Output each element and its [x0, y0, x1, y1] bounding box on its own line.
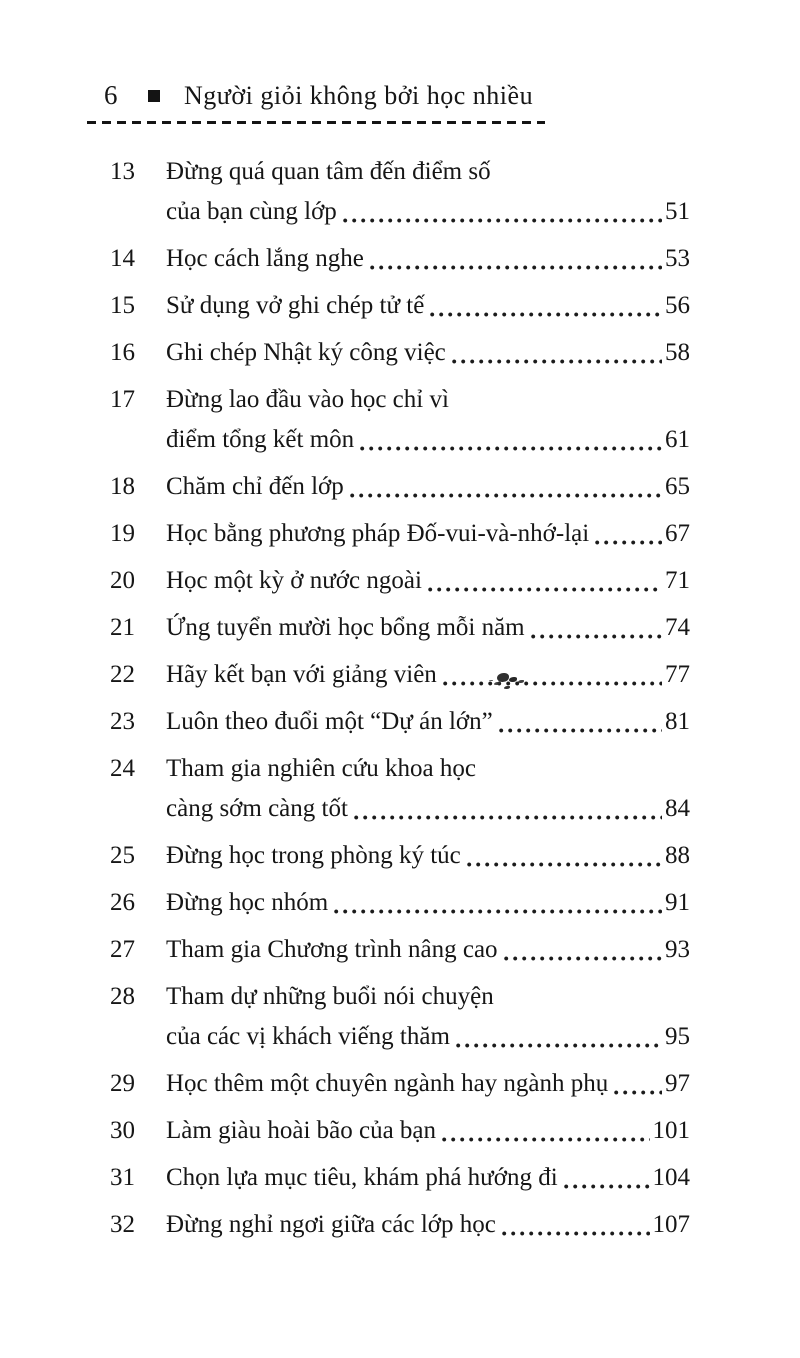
chapter-number: 17 [110, 386, 135, 413]
dot-leader [467, 862, 662, 867]
toc-row [110, 608, 690, 648]
toc-entry [110, 655, 690, 695]
chapter-page-number: 71 [665, 567, 690, 594]
toc-entry [110, 930, 690, 970]
dot-leader [614, 1090, 662, 1095]
chapter-title: Tham dự những buổi nói chuyện [166, 983, 494, 1010]
chapter-number: 28 [110, 983, 135, 1010]
toc-entry [110, 1158, 690, 1198]
toc-row [110, 239, 690, 279]
toc-entry [110, 514, 690, 554]
toc-row [110, 514, 690, 554]
chapter-page-number: 97 [665, 1070, 690, 1097]
chapter-title: Hãy kết bạn với giảng viên [166, 661, 437, 688]
dot-leader [504, 956, 662, 961]
chapter-page-number: 77 [665, 661, 690, 688]
toc-row [110, 1064, 690, 1104]
toc-row [110, 1205, 690, 1245]
toc-entry [110, 1111, 690, 1151]
toc-entry [110, 977, 690, 1057]
chapter-page-number: 84 [665, 795, 690, 822]
toc-row [110, 152, 690, 192]
running-title: Người giỏi không bởi học nhiều [184, 81, 534, 110]
dot-leader [531, 634, 662, 639]
chapter-title: Học cách lắng nghe [166, 245, 364, 272]
dot-leader [456, 1043, 662, 1048]
dot-leader [452, 359, 662, 364]
chapter-title: Học bằng phương pháp Đố-vui-và-nhớ-lại [166, 520, 590, 547]
chapter-number: 29 [110, 1070, 135, 1097]
page-header [0, 80, 800, 124]
chapter-title: Tham gia Chương trình nâng cao [166, 936, 498, 963]
chapter-page-number: 101 [652, 1117, 690, 1144]
chapter-title: Đừng quá quan tâm đến điểm số [166, 158, 491, 185]
chapter-number: 23 [110, 708, 135, 735]
chapter-number: 18 [110, 473, 135, 500]
chapter-number: 20 [110, 567, 135, 594]
toc-row [110, 789, 690, 829]
toc-entry [110, 836, 690, 876]
chapter-number: 15 [110, 292, 135, 319]
toc-row [110, 561, 690, 601]
toc-entry [110, 333, 690, 373]
chapter-title: Làm giàu hoài bão của bạn [166, 1117, 437, 1144]
chapter-number: 22 [110, 661, 135, 688]
dot-leader [499, 728, 662, 733]
dot-leader [343, 218, 662, 223]
chapter-number: 26 [110, 889, 135, 916]
chapter-number: 31 [110, 1164, 135, 1191]
toc-entry [110, 883, 690, 923]
toc-row [110, 836, 690, 876]
toc-row [110, 930, 690, 970]
chapter-title: càng sớm càng tốt [166, 795, 348, 822]
running-header-line [0, 80, 800, 111]
chapter-title: Học một kỳ ở nước ngoài [166, 567, 422, 594]
chapter-title: của các vị khách viếng thăm [166, 1023, 450, 1050]
chapter-page-number: 53 [665, 245, 690, 272]
chapter-page-number: 51 [665, 198, 690, 225]
chapter-title: Tham gia nghiên cứu khoa học [166, 755, 476, 782]
chapter-page-number: 74 [665, 614, 690, 641]
chapter-title: Đừng học nhóm [166, 889, 329, 916]
chapter-title: Ghi chép Nhật ký công việc [166, 339, 446, 366]
chapter-number: 14 [110, 245, 135, 272]
chapter-number: 30 [110, 1117, 135, 1144]
toc-row [110, 192, 690, 232]
toc-row [110, 1111, 690, 1151]
dot-leader [428, 587, 662, 592]
toc-row [110, 1158, 690, 1198]
toc-row [110, 1017, 690, 1057]
chapter-number: 25 [110, 842, 135, 869]
toc-entry [110, 239, 690, 279]
toc-row [110, 380, 690, 420]
chapter-number: 13 [110, 158, 135, 185]
dot-leader [443, 681, 662, 686]
folio-page-number: 6 [104, 80, 118, 110]
dot-leader [502, 1231, 650, 1236]
chapter-title: Học thêm một chuyên ngành hay ngành phụ [166, 1070, 609, 1097]
dot-leader [442, 1137, 649, 1142]
toc-entry [110, 608, 690, 648]
toc-entry [110, 1064, 690, 1104]
chapter-title: Đừng lao đầu vào học chỉ vì [166, 386, 449, 413]
chapter-title: điểm tổng kết môn [166, 426, 355, 453]
chapter-title: Chăm chỉ đến lớp [166, 473, 344, 500]
dot-leader [595, 540, 662, 545]
dot-leader [564, 1184, 650, 1189]
chapter-number: 24 [110, 755, 135, 782]
table-of-contents [110, 152, 690, 1252]
toc-row [110, 467, 690, 507]
chapter-page-number: 67 [665, 520, 690, 547]
chapter-page-number: 81 [665, 708, 690, 735]
toc-entry [110, 1205, 690, 1245]
dot-leader [430, 312, 662, 317]
dashed-rule [87, 121, 545, 124]
chapter-number: 27 [110, 936, 135, 963]
dot-leader [370, 265, 662, 270]
chapter-page-number: 104 [652, 1164, 690, 1191]
toc-row [110, 420, 690, 460]
dot-leader [354, 815, 662, 820]
toc-entry [110, 467, 690, 507]
chapter-page-number: 95 [665, 1023, 690, 1050]
chapter-title: Sử dụng vở ghi chép tử tế [166, 292, 425, 319]
chapter-page-number: 93 [665, 936, 690, 963]
toc-entry [110, 561, 690, 601]
toc-row [110, 977, 690, 1017]
toc-row [110, 883, 690, 923]
chapter-page-number: 56 [665, 292, 690, 319]
dot-leader [360, 446, 662, 451]
chapter-title: Chọn lựa mục tiêu, khám phá hướng đi [166, 1164, 558, 1191]
chapter-page-number: 91 [665, 889, 690, 916]
toc-entry [110, 286, 690, 326]
chapter-title: Luôn theo đuổi một “Dự án lớn” [166, 708, 493, 735]
chapter-title: Ứng tuyển mười học bổng mỗi năm [166, 614, 525, 641]
toc-row [110, 655, 690, 695]
chapter-page-number: 58 [665, 339, 690, 366]
chapter-page-number: 88 [665, 842, 690, 869]
chapter-title: Đừng học trong phòng ký túc [166, 842, 461, 869]
chapter-page-number: 107 [652, 1211, 690, 1238]
toc-entry [110, 152, 690, 232]
chapter-number: 32 [110, 1211, 135, 1238]
chapter-number: 21 [110, 614, 135, 641]
toc-row [110, 286, 690, 326]
toc-entry [110, 702, 690, 742]
toc-entry [110, 749, 690, 829]
chapter-page-number: 65 [665, 473, 690, 500]
dot-leader [334, 909, 662, 914]
dot-leader [350, 493, 662, 498]
chapter-number: 16 [110, 339, 135, 366]
chapter-title: Đừng nghỉ ngơi giữa các lớp học [166, 1211, 496, 1238]
toc-row [110, 749, 690, 789]
chapter-title: của bạn cùng lớp [166, 198, 337, 225]
chapter-page-number: 61 [665, 426, 690, 453]
toc-row [110, 333, 690, 373]
toc-row [110, 702, 690, 742]
square-bullet-icon [148, 90, 160, 102]
toc-entry [110, 380, 690, 460]
chapter-number: 19 [110, 520, 135, 547]
